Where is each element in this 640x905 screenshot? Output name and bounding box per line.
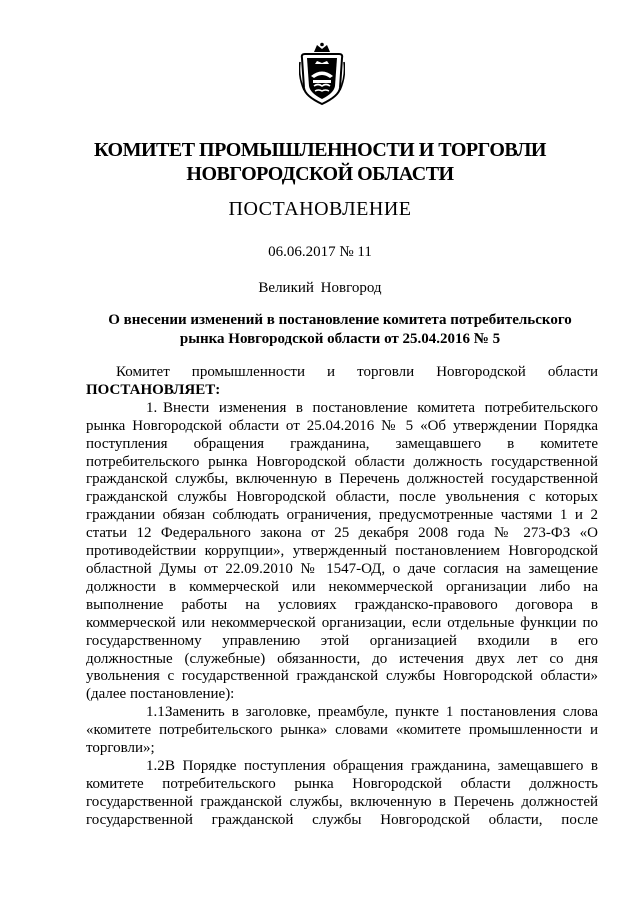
item-1-2-number: 1.2. [146,757,169,774]
item-1-2-line: государственной гражданской службы Новгородской области, после [86,811,598,828]
document-subject [80,311,600,349]
item-1-line: Внести изменения в постановление комитета потребительского [163,399,598,416]
document-body [86,364,598,830]
item-1-line: увольнения с государственной гражданской службы Новгородской области» [86,668,598,685]
item-1-1-line: торговли»; [86,740,155,757]
document-date-number: 06.06.2017 № 11 [268,244,372,260]
document-subject-line2: рынка Новгородской области от 25.04.2016 № 5 [179,331,501,347]
document-type: ПОСТАНОВЛЕНИЕ [228,198,412,220]
item-1-line: государственному управлению этой организацией входили в его [86,632,598,649]
item-1-line: должности в коммерческой или некоммерческой организации либо на [86,578,598,595]
item-1-line: граждании обязан соблюдать ограничения, предусмотренные частями 1 и 2 [86,507,598,524]
organization-name [0,138,640,186]
resolves-word: ПОСТАНОВЛЯЕТ: [86,381,221,398]
item-1-1-line: Заменить в заголовке, преамбуле, пункте 1 постановления слова [165,704,598,721]
item-1-line: выполнение работы на условиях гражданско-правового договора в [86,596,598,613]
item-1-2-line: комитете потребительского рынка Новгородской области должность [86,775,598,792]
item-1-2-first-line [86,758,598,776]
item-1-2-line: В Порядке поступления обращения гражданина, замещавшего в [165,757,598,774]
coat-of-arms-icon [299,42,345,106]
item-1-line: гражданской службы Новгородской области, после увольнения с которых [86,489,598,506]
item-1-line: областной Думы от 22.09.2010 № 1547-ОД, о даче согласия на замещение [86,560,598,577]
document-subject-line1: О внесении изменений в постановление комитета потребительского [108,312,572,328]
item-1-line: коммерческой или некоммерческой организации, если отдельные функции по [86,614,598,631]
preamble-line: Комитет промышленности и торговли Новгородской области [116,364,598,380]
item-1-line: потребительского рынка Новгородской области должность государственной [86,453,598,470]
document-city: Великий Новгород [258,280,382,296]
item-1-line: (далее постановление): [86,686,235,703]
item-1-first-line [86,400,598,418]
item-1-1-number: 1.1. [146,704,169,721]
organization-name-line2: НОВГОРОДСКОЙ ОБЛАСТИ [186,163,454,185]
item-1-2-line: государственной гражданской службы, включенную в Перечень должностей [86,793,598,810]
organization-name-line1: КОМИТЕТ ПРОМЫШЛЕННОСТИ И ТОРГОВЛИ [94,139,546,161]
item-1-line: гражданской службы, включенную в Перечень должностей государственной [86,471,598,488]
item-1-1-line: «комитете потребительского рынка» словами «комитете промышленности и [86,722,598,739]
item-1-line: поступления обращения гражданина, замещавшего в комитете [86,435,598,452]
item-1-number: 1. [146,399,158,416]
item-1-line: должностные (служебные) обязанности, до истечения двух лет со дня [86,650,598,667]
item-1-1-first-line [86,704,598,722]
item-1-line: статьи 12 Федерального закона от 25 декабря 2008 года № 273-ФЗ «О [86,525,598,542]
item-1-line: противодействии коррупции», утвержденный постановлением Новгородской [86,543,598,560]
item-1-line: рынка Новгородской области от 25.04.2016 № 5 «Об утверждении Порядка [86,417,598,434]
